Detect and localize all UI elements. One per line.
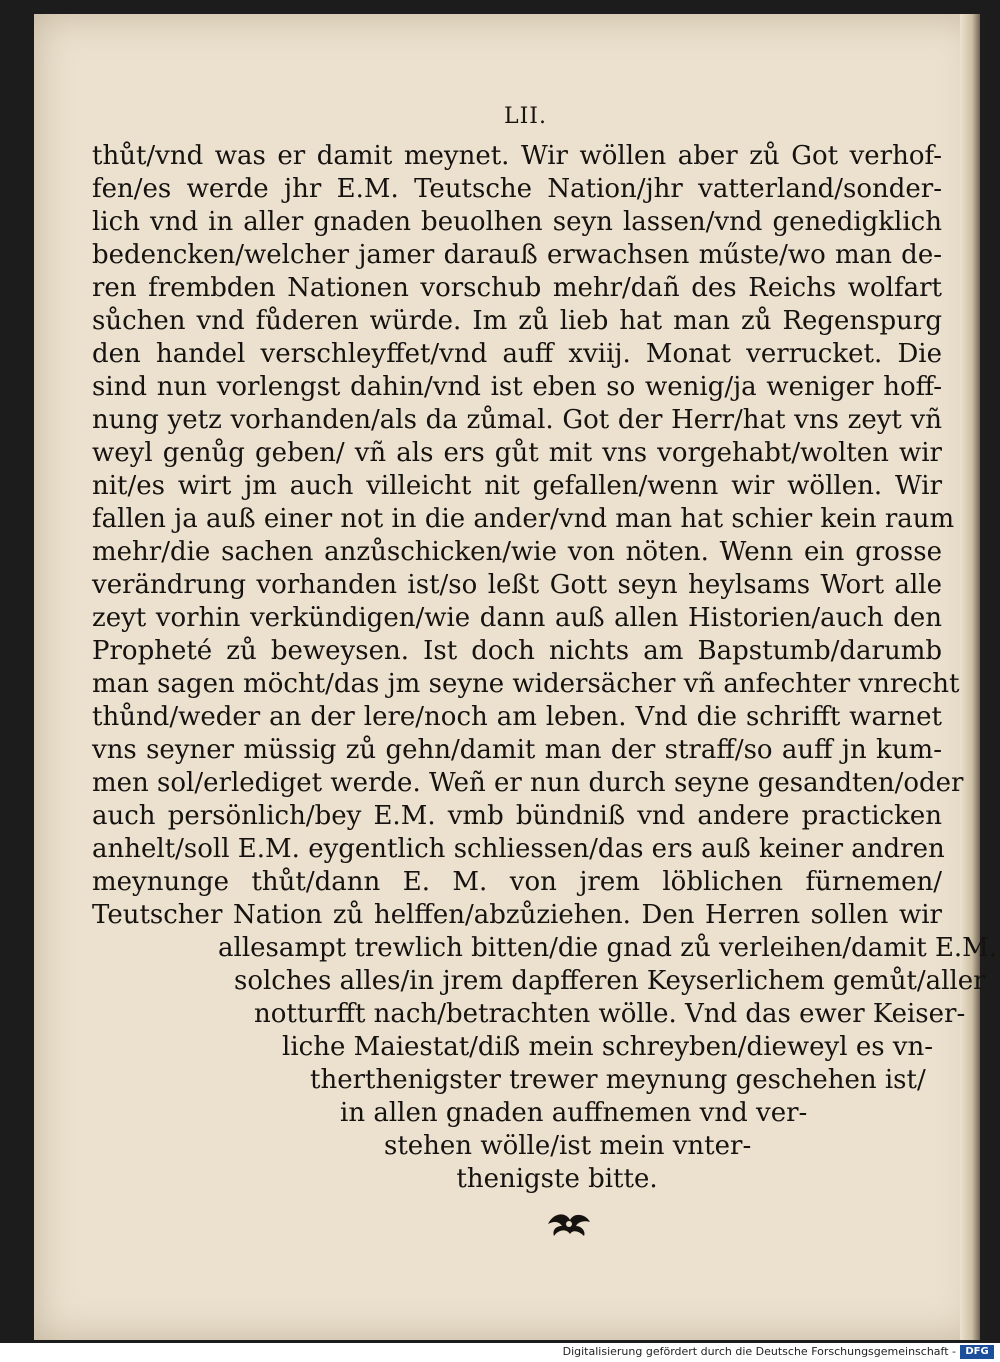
text-line: thůnd/weder an der lere/noch am leben. Vnd die schrifft warnet: [92, 702, 942, 732]
text-line: fallen ja auß einer not in die ander/vnd man hat schier kein raum: [92, 504, 955, 534]
text-line: weyl genůg geben/ vñ als ers gůt mit vns vorgehabt/wolten wir: [92, 438, 942, 468]
text-line: bedencken/welcher jamer darauß erwachsen műste/wo man de-: [92, 240, 942, 270]
text-line: in allen gnaden auffnemen vnd ver-: [340, 1098, 808, 1128]
text-line: vns seyner müssig zů gehn/damit man der straff/so auff jn kum-: [92, 735, 942, 765]
text-line: notturfft nach/betrachten wölle. Vnd das ewer Keiser-: [254, 999, 966, 1029]
text-line: fen/es werde jhr E.M. Teutsche Nation/jhr vatterland/sonder-: [92, 174, 942, 204]
printers-fleuron-icon: [544, 1208, 594, 1240]
text-line: thenigste bitte.: [456, 1164, 658, 1194]
body-text: [34, 14, 998, 1340]
funding-credit: Digitalisierung gefördert durch die Deutsche Forschungsgemeinschaft -: [562, 1345, 956, 1358]
dfg-logo: DFG: [960, 1345, 994, 1359]
text-line: thůt/vnd was er damit meynet. Wir wöllen aber zů Got verhof-: [92, 141, 942, 171]
text-line: zeyt vorhin verkündigen/wie dann auß allen Historien/auch den: [92, 603, 942, 633]
text-line: allesampt trewlich bitten/die gnad zů verleihen/damit E.M.: [218, 933, 998, 963]
book-page: [34, 14, 998, 1340]
text-line: nit/es wirt jm auch villeicht nit gefallen/wenn wir wöllen. Wir: [92, 471, 942, 501]
text-line: meynunge thůt/dann E. M. von jrem löblichen fürnemen/: [92, 867, 942, 897]
text-line: Propheté zů beweysen. Ist doch nichts am Bapstumb/darumb: [92, 636, 942, 666]
text-line: nung yetz vorhanden/als da zůmal. Got der Herr/hat vns zeyt vñ: [92, 405, 942, 435]
text-line: lich vnd in aller gnaden beuolhen seyn lassen/vnd genedigklich: [92, 207, 942, 237]
text-line: anhelt/soll E.M. eygentlich schliessen/das ers auß keiner andren: [92, 834, 945, 864]
text-line: mehr/die sachen anzůschicken/wie von nöten. Wenn ein grosse: [92, 537, 942, 567]
text-line: verändrung vorhanden ist/so leßt Gott seyn heylsams Wort alle: [92, 570, 942, 600]
text-line: stehen wölle/ist mein vnter-: [384, 1131, 752, 1161]
text-line: auch persönlich/bey E.M. vmb bündniß vnd andere practicken: [92, 801, 942, 831]
page-number: LII.: [504, 104, 547, 129]
text-line: Teutscher Nation zů helffen/abzůziehen. Den Herren sollen wir: [92, 900, 942, 930]
text-line: sůchen vnd fůderen würde. Im zů lieb hat man zů Regenspurg: [92, 306, 942, 336]
footer-bar: [0, 1343, 1000, 1362]
text-line: solches alles/in jrem dapfferen Keyserlichem gemůt/aller: [234, 966, 986, 996]
text-line: man sagen möcht/das jm seyne widersächer vñ anfechter vnrecht: [92, 669, 960, 699]
text-line: den handel verschleyffet/vnd auff xviij. Monat verrucket. Die: [92, 339, 942, 369]
text-line: men sol/erlediget werde. Weñ er nun durch seyne gesandten/oder: [92, 768, 964, 798]
text-line: ren frembden Nationen vorschub mehr/dañ des Reichs wolfart: [92, 273, 942, 303]
text-line: liche Maiestat/diß mein schreyben/dieweyl es vn-: [282, 1032, 934, 1062]
text-line: sind nun vorlengst dahin/vnd ist eben so wenig/ja weniger hoff-: [92, 372, 942, 402]
text-line: therthenigster trewer meynung geschehen ist/: [310, 1065, 926, 1095]
